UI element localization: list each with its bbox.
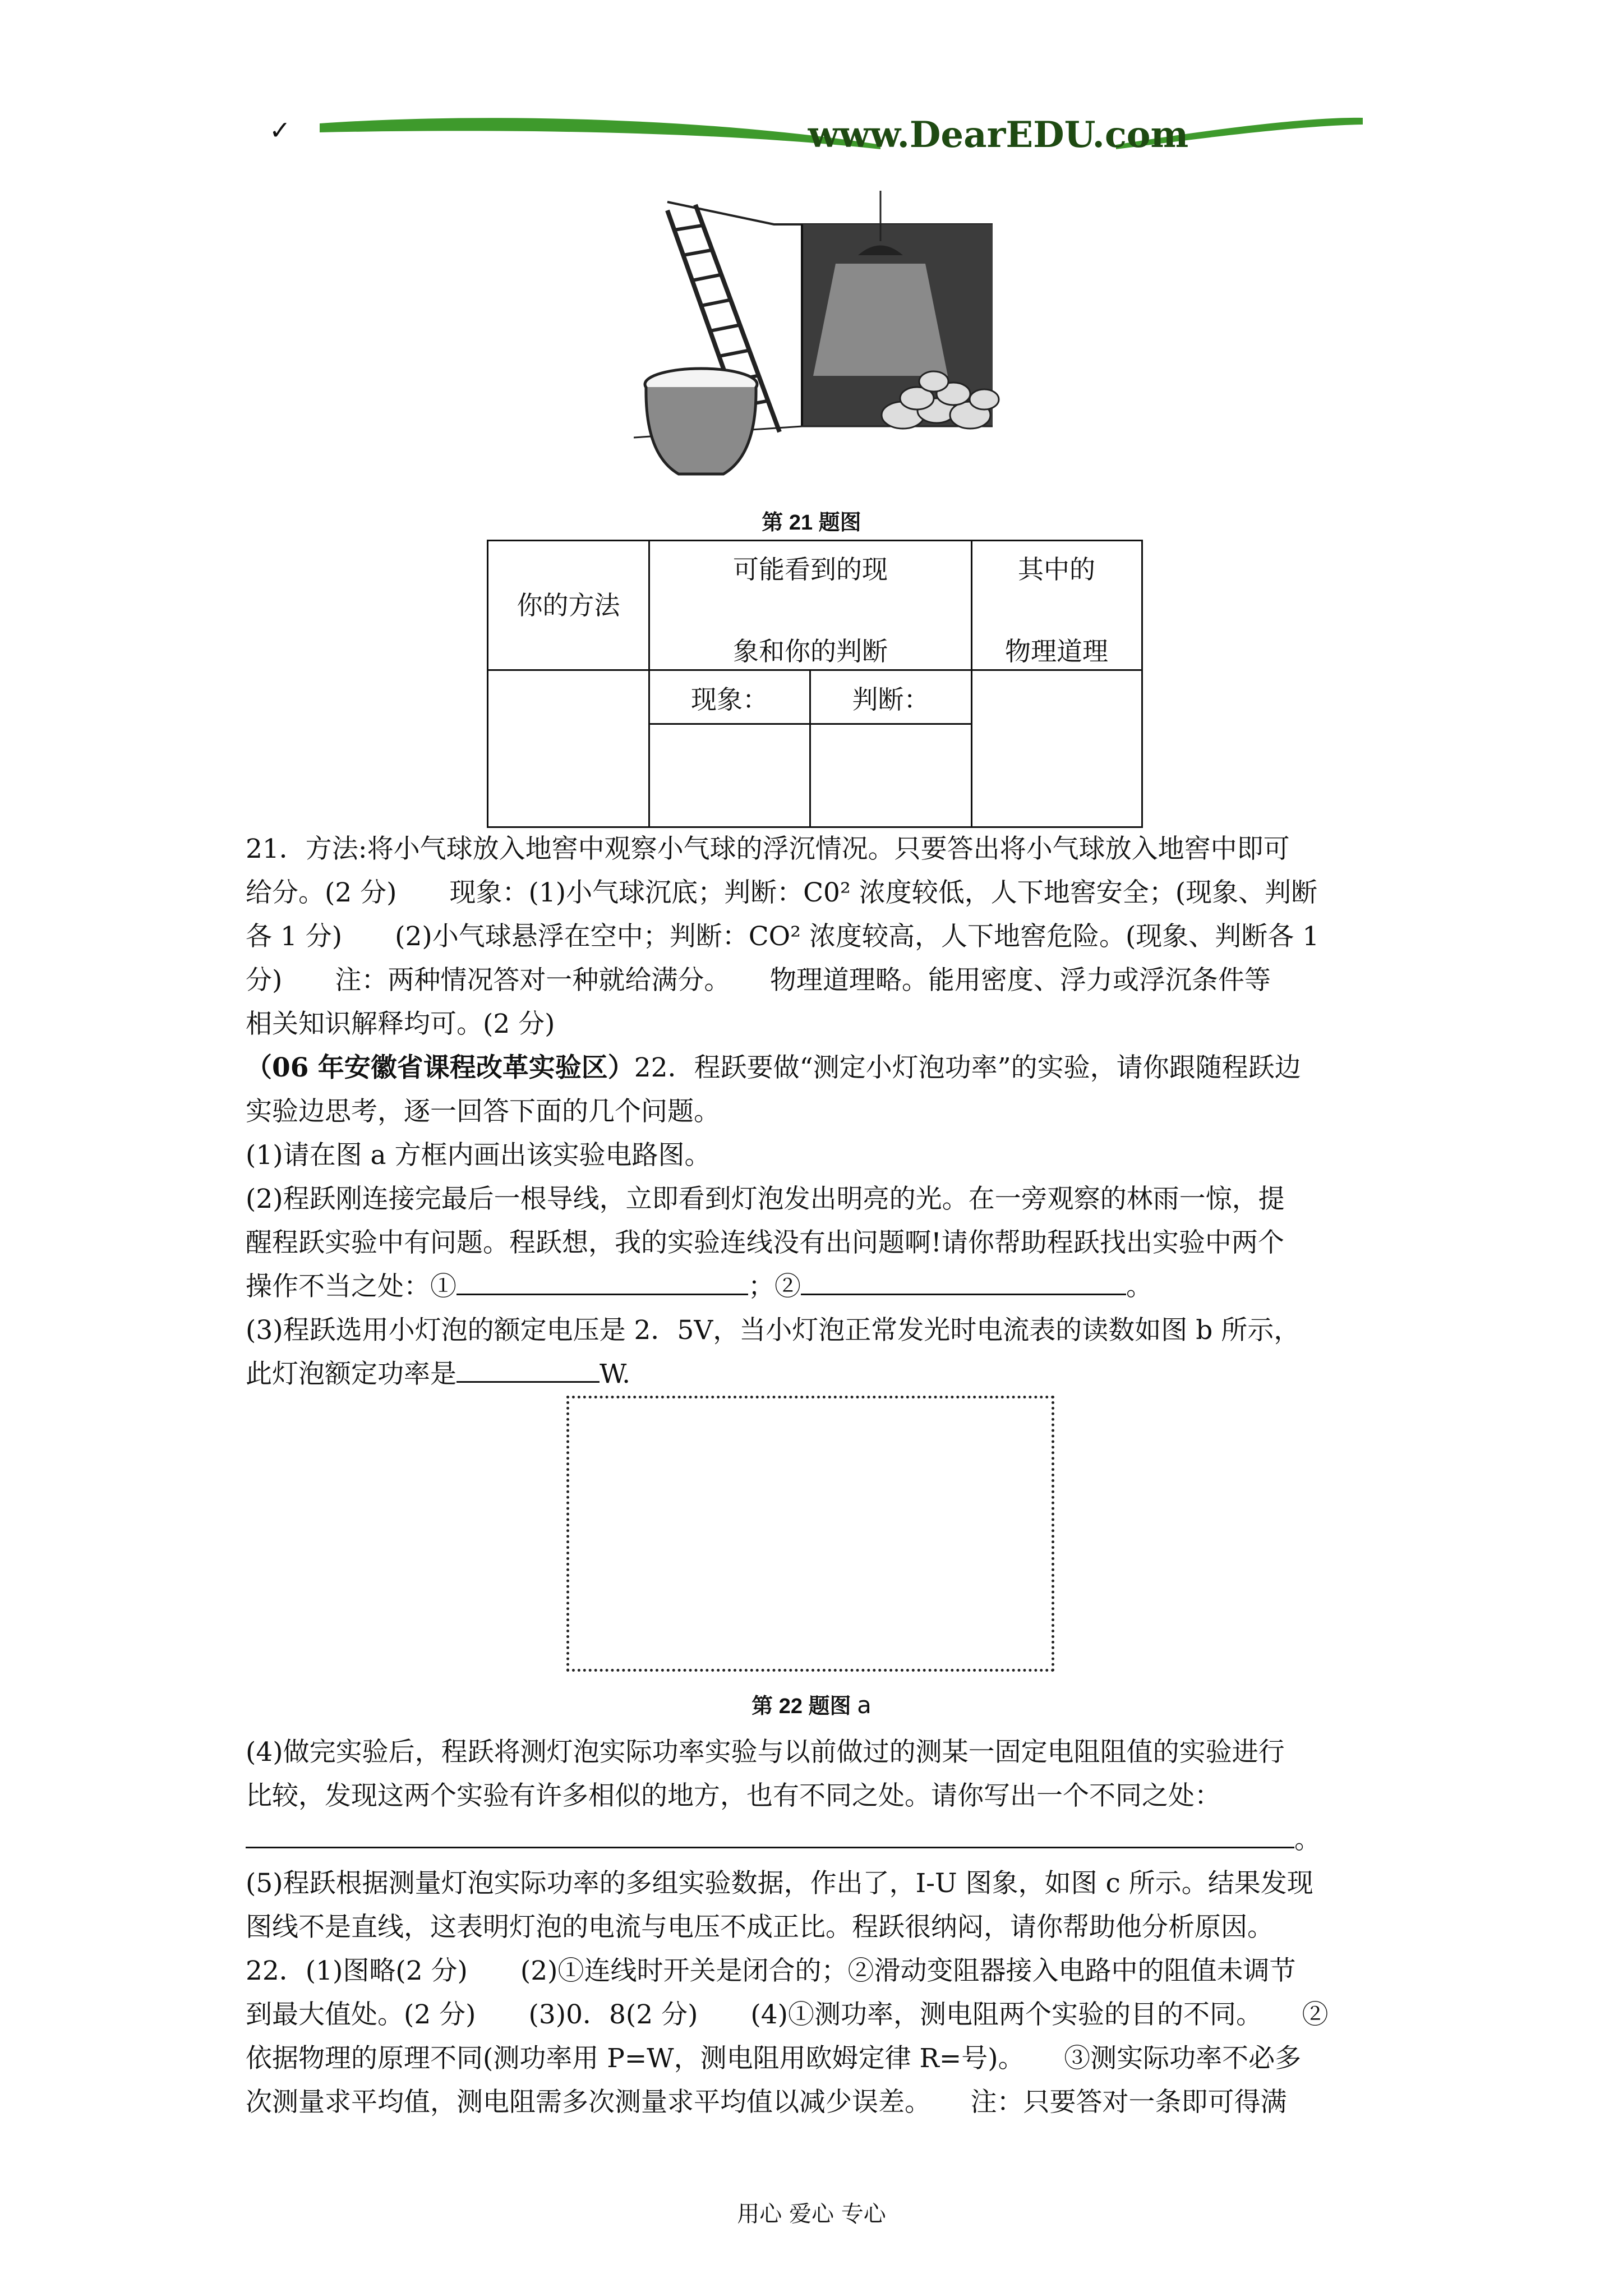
answer-blank-difference[interactable] bbox=[246, 1825, 1294, 1848]
answer-21-line: 相关知识解释均可。(2 分) bbox=[246, 1009, 555, 1039]
header-method: 你的方法 bbox=[517, 590, 620, 620]
part-4-line: 比较，发现这两个实验有许多相似的地方，也有不同之处。请你写出一个不同之处： bbox=[246, 1780, 1221, 1811]
period: 。 bbox=[1294, 1824, 1321, 1855]
part-3-line: (3)程跃选用小灯泡的额定电压是 2．5V，当小灯泡正常发光时电流表的读数如图 b 所示， bbox=[246, 1315, 1301, 1346]
part-4-blank-line bbox=[246, 1818, 1395, 1862]
answer-table-21 bbox=[487, 540, 1143, 828]
part-2-prompt: 操作不当之处：① bbox=[246, 1271, 457, 1302]
header-phenomenon-l2: 象和你的判断 bbox=[733, 636, 888, 666]
answer-blank-power[interactable] bbox=[457, 1360, 600, 1383]
figure-21-caption: 第 21 题图 bbox=[762, 511, 861, 535]
question-source: （06 年安徽省课程改革实验区） bbox=[246, 1052, 634, 1083]
part-3-blank-line bbox=[246, 1352, 1395, 1396]
answer-22-line: 到最大值处。(2 分) (3)0．8(2 分) (4)①测功率，测电阻两个实验的目的不同。 ② bbox=[246, 1999, 1329, 2030]
question-22 bbox=[246, 1046, 1395, 1396]
answer-blank-2[interactable] bbox=[801, 1272, 1126, 1295]
figure-22-caption-suffix: a bbox=[857, 1691, 872, 1719]
period: 。 bbox=[1126, 1271, 1152, 1302]
answer-21-line: 给分。(2 分) 现象：(1)小气球沉底；判断：C0² 浓度较低，人下地窖安全；(现象、判断 bbox=[246, 877, 1318, 908]
separator: ；② bbox=[748, 1271, 801, 1302]
part-5-line: 图线不是直线，这表明灯泡的电流与电压不成正比。程跃很纳闷，请你帮助他分析原因。 bbox=[246, 1912, 1274, 1943]
site-url: www.DearEDU.com bbox=[808, 114, 1189, 156]
unit-watt: W. bbox=[600, 1359, 631, 1389]
question-22-continued bbox=[246, 1731, 1395, 2124]
figure-21-cellar-illustration bbox=[634, 191, 1004, 482]
answer-21-line: 各 1 分) (2)小气球悬浮在空中；判断：CO² 浓度较高，人下地窖危险。(现象、判断各 1 bbox=[246, 921, 1320, 952]
checkmark: ✓ bbox=[269, 115, 291, 145]
part-3-prompt: 此灯泡额定功率是 bbox=[246, 1359, 457, 1389]
question-22-text: 实验边思考，逐一回答下面的几个问题。 bbox=[246, 1096, 720, 1127]
figure-22a-drawing-box[interactable] bbox=[566, 1396, 1054, 1672]
header-physics-l1: 其中的 bbox=[1018, 554, 1095, 585]
subheader-phenomenon: 现象： bbox=[691, 684, 768, 715]
figure-22-caption-text: 第 22 题图 bbox=[751, 1695, 851, 1718]
part-2-line: (2)程跃刚连接完最后一根导线，立即看到灯泡发出明亮的光。在一旁观察的林雨一惊，提 bbox=[246, 1184, 1285, 1214]
header-phenomenon-l1: 可能看到的现 bbox=[733, 554, 888, 585]
header-physics-l2: 物理道理 bbox=[1005, 636, 1108, 666]
answer-21 bbox=[246, 827, 1395, 1046]
part-2-line: 醒程跃实验中有问题。程跃想，我的实验连线没有出问题啊!请你帮助程跃找出实验中两个 bbox=[246, 1227, 1284, 1258]
answer-22-line: 依据物理的原理不同(测功率用 P=W，测电阻用欧姆定律 R=号)。 ③测实际功率不必多 bbox=[246, 2043, 1302, 2074]
part-1: (1)请在图 a 方框内画出该实验电路图。 bbox=[246, 1140, 711, 1171]
answer-22-line: 22．(1)图略(2 分) (2)①连线时开关是闭合的；②滑动变阻器接入电路中的阻值未调节 bbox=[246, 1955, 1296, 1986]
banner-swoosh-graphic bbox=[314, 101, 1368, 163]
answer-21-line: 分) 注：两种情况答对一种就给满分。 物理道理略。能用密度、浮力或浮沉条件等 bbox=[246, 965, 1271, 996]
figure-22a-caption bbox=[0, 1688, 1623, 1719]
part-4-line: (4)做完实验后，程跃将测灯泡实际功率实验与以前做过的测某一固定电阻阻值的实验进行 bbox=[246, 1737, 1285, 1768]
answer-21-line: 21．方法:将小气球放入地窖中观察小气球的浮沉情况。只要答出将小气球放入地窖中即可 bbox=[246, 834, 1290, 864]
page-footer: 用心 爱心 专心 bbox=[737, 2201, 886, 2227]
answer-blank-1[interactable] bbox=[457, 1272, 748, 1295]
part-5-line: (5)程跃根据测量灯泡实际功率的多组实验数据，作出了，I-U 图象，如图 c 所示。结果发现 bbox=[246, 1868, 1313, 1899]
question-22-text: 22．程跃要做“测定小灯泡功率”的实验，请你跟随程跃边 bbox=[634, 1052, 1301, 1083]
question-22-intro bbox=[246, 1046, 1395, 1090]
answer-22-line: 次测量求平均值，测电阻需多次测量求平均值以减少误差。 注：只要答对一条即可得满 bbox=[246, 2087, 1287, 2118]
site-banner[interactable] bbox=[314, 101, 1368, 163]
subheader-judgment: 判断： bbox=[852, 684, 930, 715]
part-2-blanks-line bbox=[246, 1265, 1395, 1309]
